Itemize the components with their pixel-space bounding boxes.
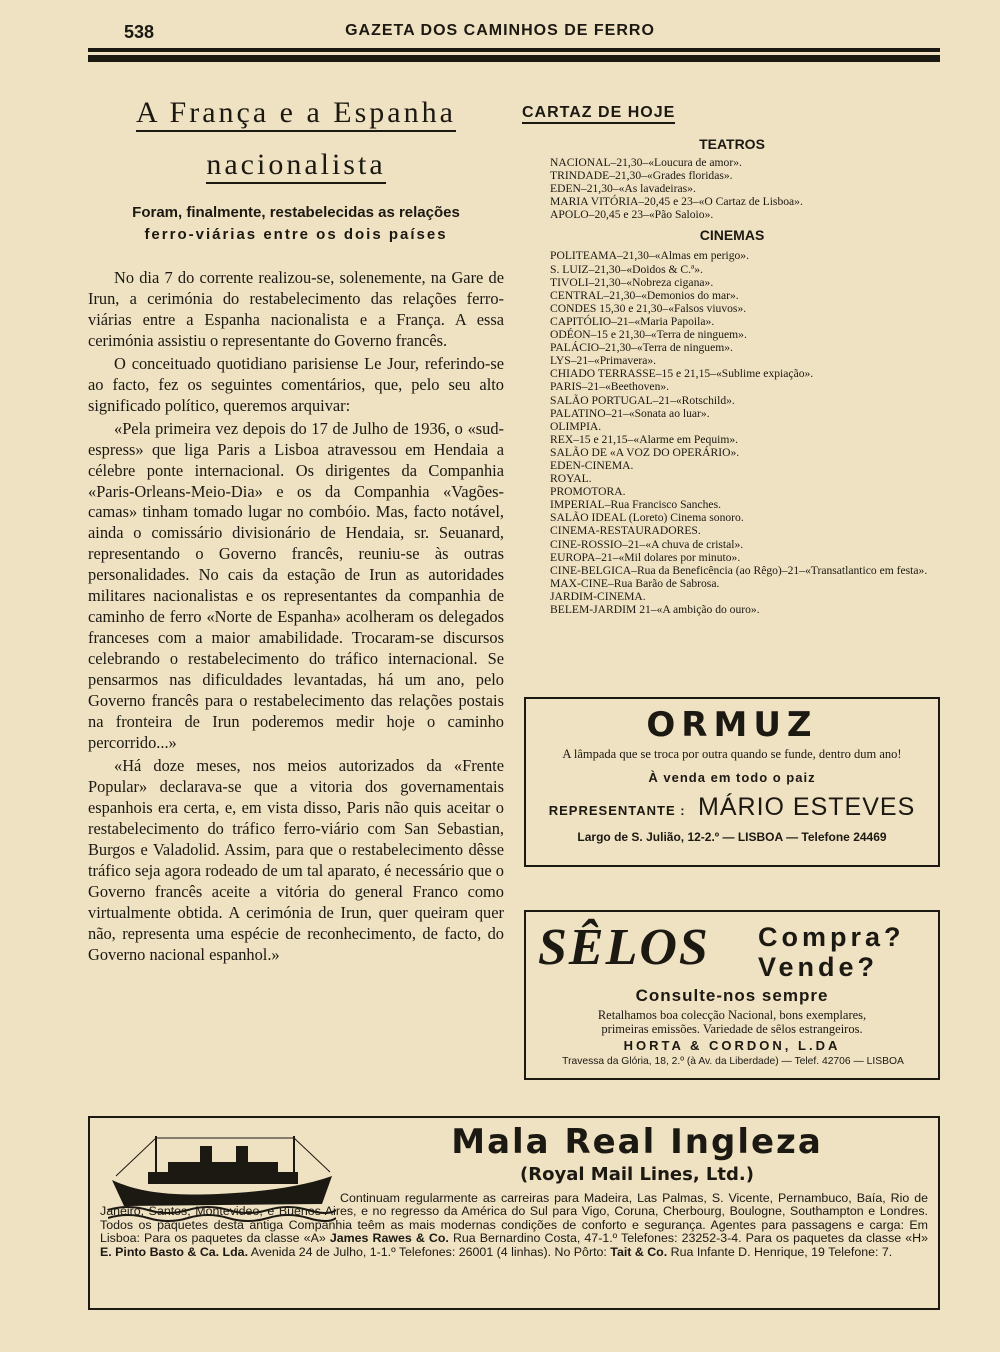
ormuz-rep-label: REPRESENTANTE :: [548, 803, 686, 818]
listing-item: REX–15 e 21,15–«Alarme em Pequim».: [550, 432, 739, 446]
listing-item: PALÁCIO–21,30–«Terra de ninguem».: [550, 341, 733, 355]
listing-item: BELEM-JARDIM 21–«A ambição do ouro».: [550, 603, 760, 616]
article-body: [88, 268, 504, 965]
mala-agent-rawes: James Rawes & Co.: [329, 1231, 449, 1246]
selos-retail-line1: Retalhamos boa colecção Nacional, bons exemplares,: [597, 1008, 867, 1022]
article-subtitle-line2: ferro-viárias entre os dois países: [144, 226, 448, 243]
ormuz-tagline: A lâmpada que se troca por outra quando se funde, dentro dum ano!: [562, 747, 902, 761]
article-subtitle: [88, 202, 504, 246]
listing-item: TIVOLI–21,30–«Nobreza cigana».: [550, 275, 714, 289]
listing-item: S. LUIZ–21,30–«Doidos & C.ª».: [550, 262, 703, 276]
mala-text-a: Continuam regularmente as carreiras para Madeira, Las Palmas, S. Vicente, Pernambuco, Baía, Rio de Janeiro, Santos, Montevideo, e Buenos Aires, e no regresso da América do Sul para Vigo, Coruna, Cherbourg, Boulogne, Southampton e Londres. Todos os paquetes desta antiga Companhia teêm as mais modernas condições de conforto e segurança. Agentes para passagens e carga: Em Lisboa: Para os paquetes da classe «A»: [100, 1191, 928, 1246]
listing-item: ROYAL.: [550, 472, 592, 486]
ad-mala-real-ingleza: [88, 1116, 940, 1310]
selos-retail-line2: primeiras emissões. Variedade de sêlos estrangeiros.: [601, 1022, 863, 1036]
selos-consult: Consulte-nos sempre: [635, 986, 829, 1005]
article-paragraph: «Há doze meses, nos meios autorizados da «Frente Popular» declarava-se que a vitoria dos governamentais espanhois era certa, e, em vista disso, Paris não quis aceitar o restabelecimento do tráfico ferro-viário com San Sebastian, Burgos e Valadolid. Assim, para que o restabelecimento dêsse tráfico seja agora rodeado de um tal aparato, é necessário que o Governo francês aceite a vitória do general Franco como virtualmente obtida. A cerimónia de Irun, quer queiram quer não, representa uma espécie de reconhecimento, de facto, do Governo nacional espanhol.»: [88, 755, 504, 964]
selos-title: SÊLOS: [538, 919, 710, 976]
listing-item: EDEN–21,30–«As lavadeiras».: [550, 182, 696, 196]
listing-item: SALÃO IDEAL (Loreto) Cinema sonoro.: [550, 511, 744, 525]
listing-item: PARIS–21–«Beethoven».: [550, 380, 670, 394]
mala-text-d: Rua Infante D. Henrique, 19 Telefone: 7.: [667, 1244, 893, 1259]
selos-retail: [536, 1008, 928, 1036]
teatros-list: [550, 156, 942, 221]
mala-agent-tait: Tait & Co.: [610, 1244, 668, 1259]
article-subtitle-line1: Foram, finalmente, restabelecidas as relações: [132, 204, 460, 221]
selos-company: HORTA & CORDON, L.DA: [623, 1038, 841, 1053]
article-franca-espanha: [88, 96, 504, 965]
article-paragraph: O conceituado quotidiano parisiense Le Jour, referindo-se ao facto, fez os seguintes comentários, que, pelo seu alto significado político, queremos arquivar:: [88, 353, 504, 415]
listing-item: CONDES 15,30 e 21,30–«Falsos viuvos».: [550, 301, 747, 315]
listing-item: CHIADO TERRASSE–15 e 21,15–«Sublime expiação».: [550, 367, 814, 381]
mala-subtitle: (Royal Mail Lines, Ltd.): [520, 1164, 754, 1185]
header-rule: [88, 48, 940, 52]
listing-item: PALATINO–21–«Sonata ao luar».: [550, 406, 710, 420]
selos-vende: Vende?: [758, 952, 879, 982]
listing-item: CINE-ROSSIO–21–«A chuva de cristal».: [550, 537, 744, 551]
listing-item: TRINDADE–21,30–«Grades floridas».: [550, 169, 733, 183]
mala-title: Mala Real Ingleza: [451, 1122, 823, 1162]
header-rule-thick: [88, 55, 940, 62]
mala-body: [100, 1192, 928, 1259]
listing-item: SALÃO DE «A VOZ DO OPERÁRIO».: [550, 445, 740, 459]
cartaz-heading: CARTAZ DE HOJE: [522, 104, 676, 121]
listing-item: CINEMA-RESTAURADORES.: [550, 524, 701, 538]
listing-item: MAX-CINE–Rua Barão de Sabrosa.: [550, 576, 720, 590]
mala-text-b: Rua Bernardino Costa, 47-1.º Telefones: 23252-3-4. Para os paquetes da classe «H»: [448, 1231, 929, 1246]
ormuz-logo: ORMUZ: [646, 705, 818, 745]
ormuz-sale: À venda em todo o paiz: [648, 770, 816, 785]
listing-item: CENTRAL–21,30–«Demonios do mar».: [550, 288, 739, 302]
listing-item: LYS–21–«Primavera».: [550, 354, 657, 368]
selos-compra: Compra?: [758, 922, 905, 952]
ormuz-rep-name: MÁRIO ESTEVES: [698, 793, 916, 821]
publication-title: GAZETA DOS CAMINHOS DE FERRO: [345, 22, 655, 39]
article-paragraph: No dia 7 do corrente realizou-se, solenemente, na Gare de Irun, a cerimónia do restabelecimento das relações ferro-viárias entre a Espanha nacionalista e a França. A essa cerimónia assistiu o representante do Governo francês.: [88, 268, 504, 350]
cinemas-heading: CINEMAS: [699, 227, 765, 244]
mala-agent-pinto-basto: E. Pinto Basto & Ca. Lda.: [100, 1244, 249, 1259]
mala-text-c: Avenida 24 de Julho, 1-1.º Telefones: 26001 (4 linhas). No Pôrto:: [248, 1244, 611, 1259]
listing-item: MARIA VITÓRIA–20,45 e 23–«O Cartaz de Lisboa».: [550, 195, 803, 209]
listing-item: NACIONAL–21,30–«Loucura de amor».: [550, 156, 742, 169]
listing-item: EUROPA–21–«Mil dolares por minuto».: [550, 550, 741, 564]
listing-item: EDEN-CINEMA.: [550, 458, 634, 472]
listing-item: POLITEAMA–21,30–«Almas em perigo».: [550, 249, 750, 263]
article-title-line1: A França e a Espanha: [136, 96, 456, 129]
cartaz-de-hoje: [522, 104, 942, 616]
listing-item: PROMOTORA.: [550, 485, 626, 499]
ormuz-representative: [526, 793, 938, 822]
article-paragraph: «Pela primeira vez depois do 17 de Julho de 1936, o «sud-espress» que liga Paris a Lisboa atravessou em Hendaia a célebre ponte internacional. Os dirigentes da Companhia «Paris-Orleans-Meio-Dia» e os da Companhia «Vagões-camas» tinham tomado lugar no combóio. Mas, facto notável, ainda o comissário divisionário de Hendaia, sr. Seuanard, representando o Governo francês, reuniu-se às outras personalidades. No cais da estação de Irun as autoridades militares nacionalistas e os representantes da companhia de caminho de ferro «Norte de Espanha» acolheram os delegados franceses com a maior amabilidade. Trocaram-se discursos celebrando o restabelecimento do tráfico internacional. Se pensarmos nas dificuldades levantadas, há um ano, pelo Governo francês para o restabelecimento das relações postais na fronteira de Irun poderemos medir hoje o caminho percorrido...»: [88, 418, 504, 752]
page-number: 538: [124, 22, 155, 42]
listing-item: JARDIM-CINEMA.: [550, 589, 646, 603]
listing-item: APOLO–20,45 e 23–«Pão Saloio».: [550, 208, 714, 222]
teatros-heading: TEATROS: [699, 136, 765, 152]
listing-item: OLIMPIA.: [550, 419, 602, 433]
ad-ormuz: [524, 697, 940, 867]
listing-item: CINE-BELGICA–Rua da Beneficência (ao Rêgo)–21–«Transatlantico em festa».: [550, 563, 928, 577]
ormuz-address: Largo de S. Julião, 12-2.º — LISBOA — Telefone 24469: [577, 830, 887, 844]
listing-item: CAPITÓLIO–21–«Maria Papoila».: [550, 314, 715, 328]
listing-item: IMPERIAL–Rua Francisco Sanches.: [550, 498, 721, 512]
listing-item: SALÃO PORTUGAL–21–«Rotschild».: [550, 393, 735, 407]
ad-selos: [524, 910, 940, 1080]
selos-address: Travessa da Glória, 18, 2.º (à Av. da Liberdade) — Telef. 42706 — LISBOA: [562, 1056, 904, 1067]
cinemas-list: [550, 249, 942, 616]
article-title-line2: nacionalista: [206, 148, 386, 181]
listing-item: ODÉON–15 e 21,30–«Terra de ninguem».: [550, 328, 747, 342]
